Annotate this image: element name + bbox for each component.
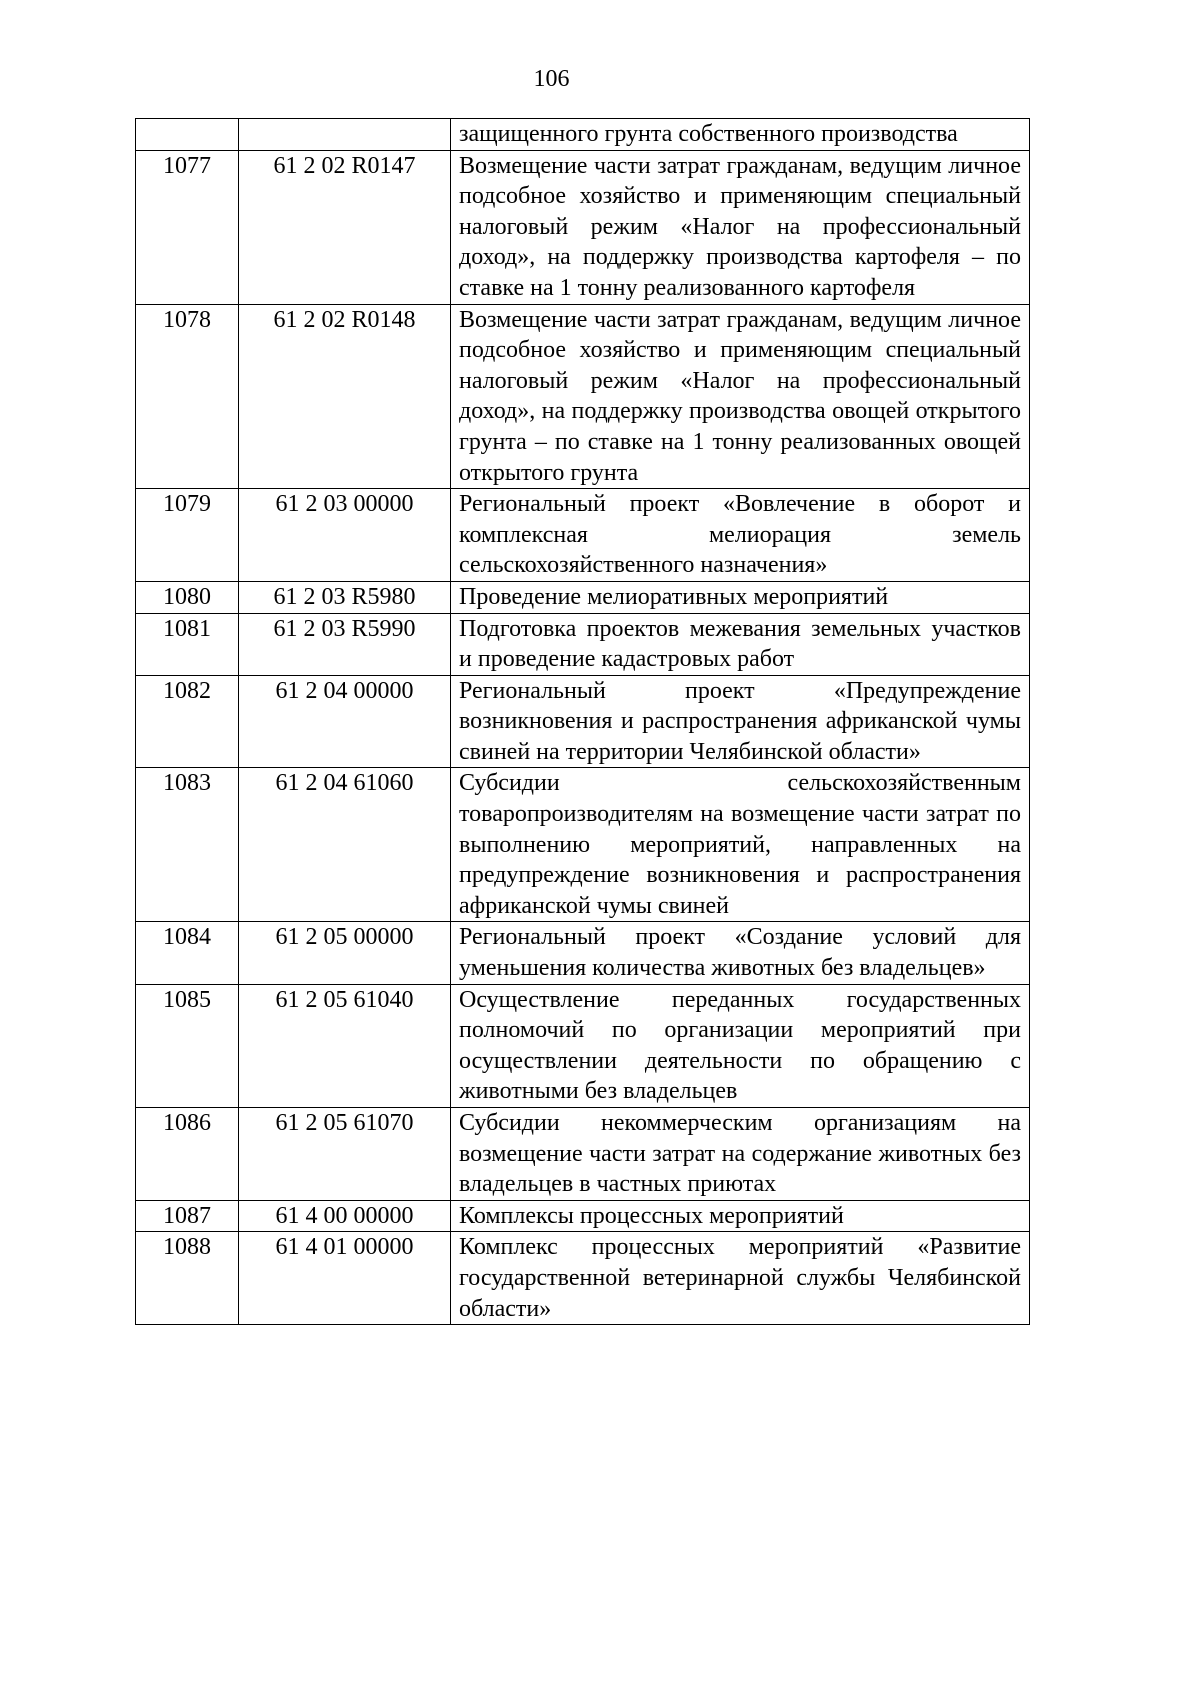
- classification-code-cell: 61 2 03 R5990: [239, 613, 451, 675]
- classification-code-cell: 61 2 05 61040: [239, 984, 451, 1107]
- table-row: [136, 1200, 1030, 1232]
- classification-code-cell: 61 2 02 R0148: [239, 304, 451, 489]
- table-row: [136, 304, 1030, 489]
- description-cell: Проведение мелиоративных мероприятий: [451, 581, 1030, 613]
- classification-code-cell: 61 2 02 R0147: [239, 150, 451, 304]
- description-cell: Комплексы процессных мероприятий: [451, 1200, 1030, 1232]
- row-number-cell: 1081: [136, 613, 239, 675]
- description-cell: Субсидии некоммерческим организациям на возмещение части затрат на содержание животных без владельцев в частных приютах: [451, 1108, 1030, 1201]
- row-number-cell: 1077: [136, 150, 239, 304]
- table-row: [136, 768, 1030, 922]
- row-number-cell: 1080: [136, 581, 239, 613]
- table-row: [136, 922, 1030, 984]
- description-cell: защищенного грунта собственного производства: [451, 119, 1030, 151]
- classification-code-cell: [239, 119, 451, 151]
- classification-code-cell: 61 2 05 61070: [239, 1108, 451, 1201]
- classification-code-cell: 61 4 01 00000: [239, 1232, 451, 1325]
- row-number-cell: [136, 119, 239, 151]
- classification-code-cell: 61 2 03 R5980: [239, 581, 451, 613]
- table-row: [136, 489, 1030, 582]
- table-row: [136, 1108, 1030, 1201]
- row-number-cell: 1088: [136, 1232, 239, 1325]
- classification-code-cell: 61 2 05 00000: [239, 922, 451, 984]
- table-row: [136, 150, 1030, 304]
- description-cell: Возмещение части затрат гражданам, ведущим личное подсобное хозяйство и применяющим специальный налоговый режим «Налог на профессиональный доход», на поддержку производства картофеля – по ставке на 1 тонну реализованного картофеля: [451, 150, 1030, 304]
- classification-code-cell: 61 4 00 00000: [239, 1200, 451, 1232]
- classification-code-cell: 61 2 04 61060: [239, 768, 451, 922]
- row-number-cell: 1087: [136, 1200, 239, 1232]
- description-cell: Возмещение части затрат гражданам, ведущим личное подсобное хозяйство и применяющим специальный налоговый режим «Налог на профессиональный доход», на поддержку производства овощей открытого грунта – по ставке на 1 тонну реализованных овощей открытого грунта: [451, 304, 1030, 489]
- table-row: [136, 119, 1030, 151]
- description-cell: Региональный проект «Предупреждение возникновения и распространения африканской чумы свиней на территории Челябинской области»: [451, 675, 1030, 768]
- classification-code-cell: 61 2 03 00000: [239, 489, 451, 582]
- classification-code-cell: 61 2 04 00000: [239, 675, 451, 768]
- description-cell: Региональный проект «Вовлечение в оборот и комплексная мелиорация земель сельскохозяйственного назначения»: [451, 489, 1030, 582]
- description-cell: Субсидии сельскохозяйственным товаропроизводителям на возмещение части затрат по выполнению мероприятий, направленных на предупреждение возникновения и распространения африканской чумы свиней: [451, 768, 1030, 922]
- table-row: [136, 581, 1030, 613]
- budget-classification-table: [135, 118, 1030, 1325]
- description-cell: Подготовка проектов межевания земельных участков и проведение кадастровых работ: [451, 613, 1030, 675]
- table-row: [136, 613, 1030, 675]
- row-number-cell: 1082: [136, 675, 239, 768]
- row-number-cell: 1078: [136, 304, 239, 489]
- table-row: [136, 675, 1030, 768]
- row-number-cell: 1079: [136, 489, 239, 582]
- row-number-cell: 1086: [136, 1108, 239, 1201]
- page-number: 106: [533, 66, 570, 92]
- description-cell: Осуществление переданных государственных полномочий по организации мероприятий при осуществлении деятельности по обращению с животными без владельцев: [451, 984, 1030, 1107]
- row-number-cell: 1083: [136, 768, 239, 922]
- row-number-cell: 1085: [136, 984, 239, 1107]
- description-cell: Комплекс процессных мероприятий «Развитие государственной ветеринарной службы Челябинской области»: [451, 1232, 1030, 1325]
- table-row: [136, 1232, 1030, 1325]
- table-row: [136, 984, 1030, 1107]
- description-cell: Региональный проект «Создание условий для уменьшения количества животных без владельцев»: [451, 922, 1030, 984]
- row-number-cell: 1084: [136, 922, 239, 984]
